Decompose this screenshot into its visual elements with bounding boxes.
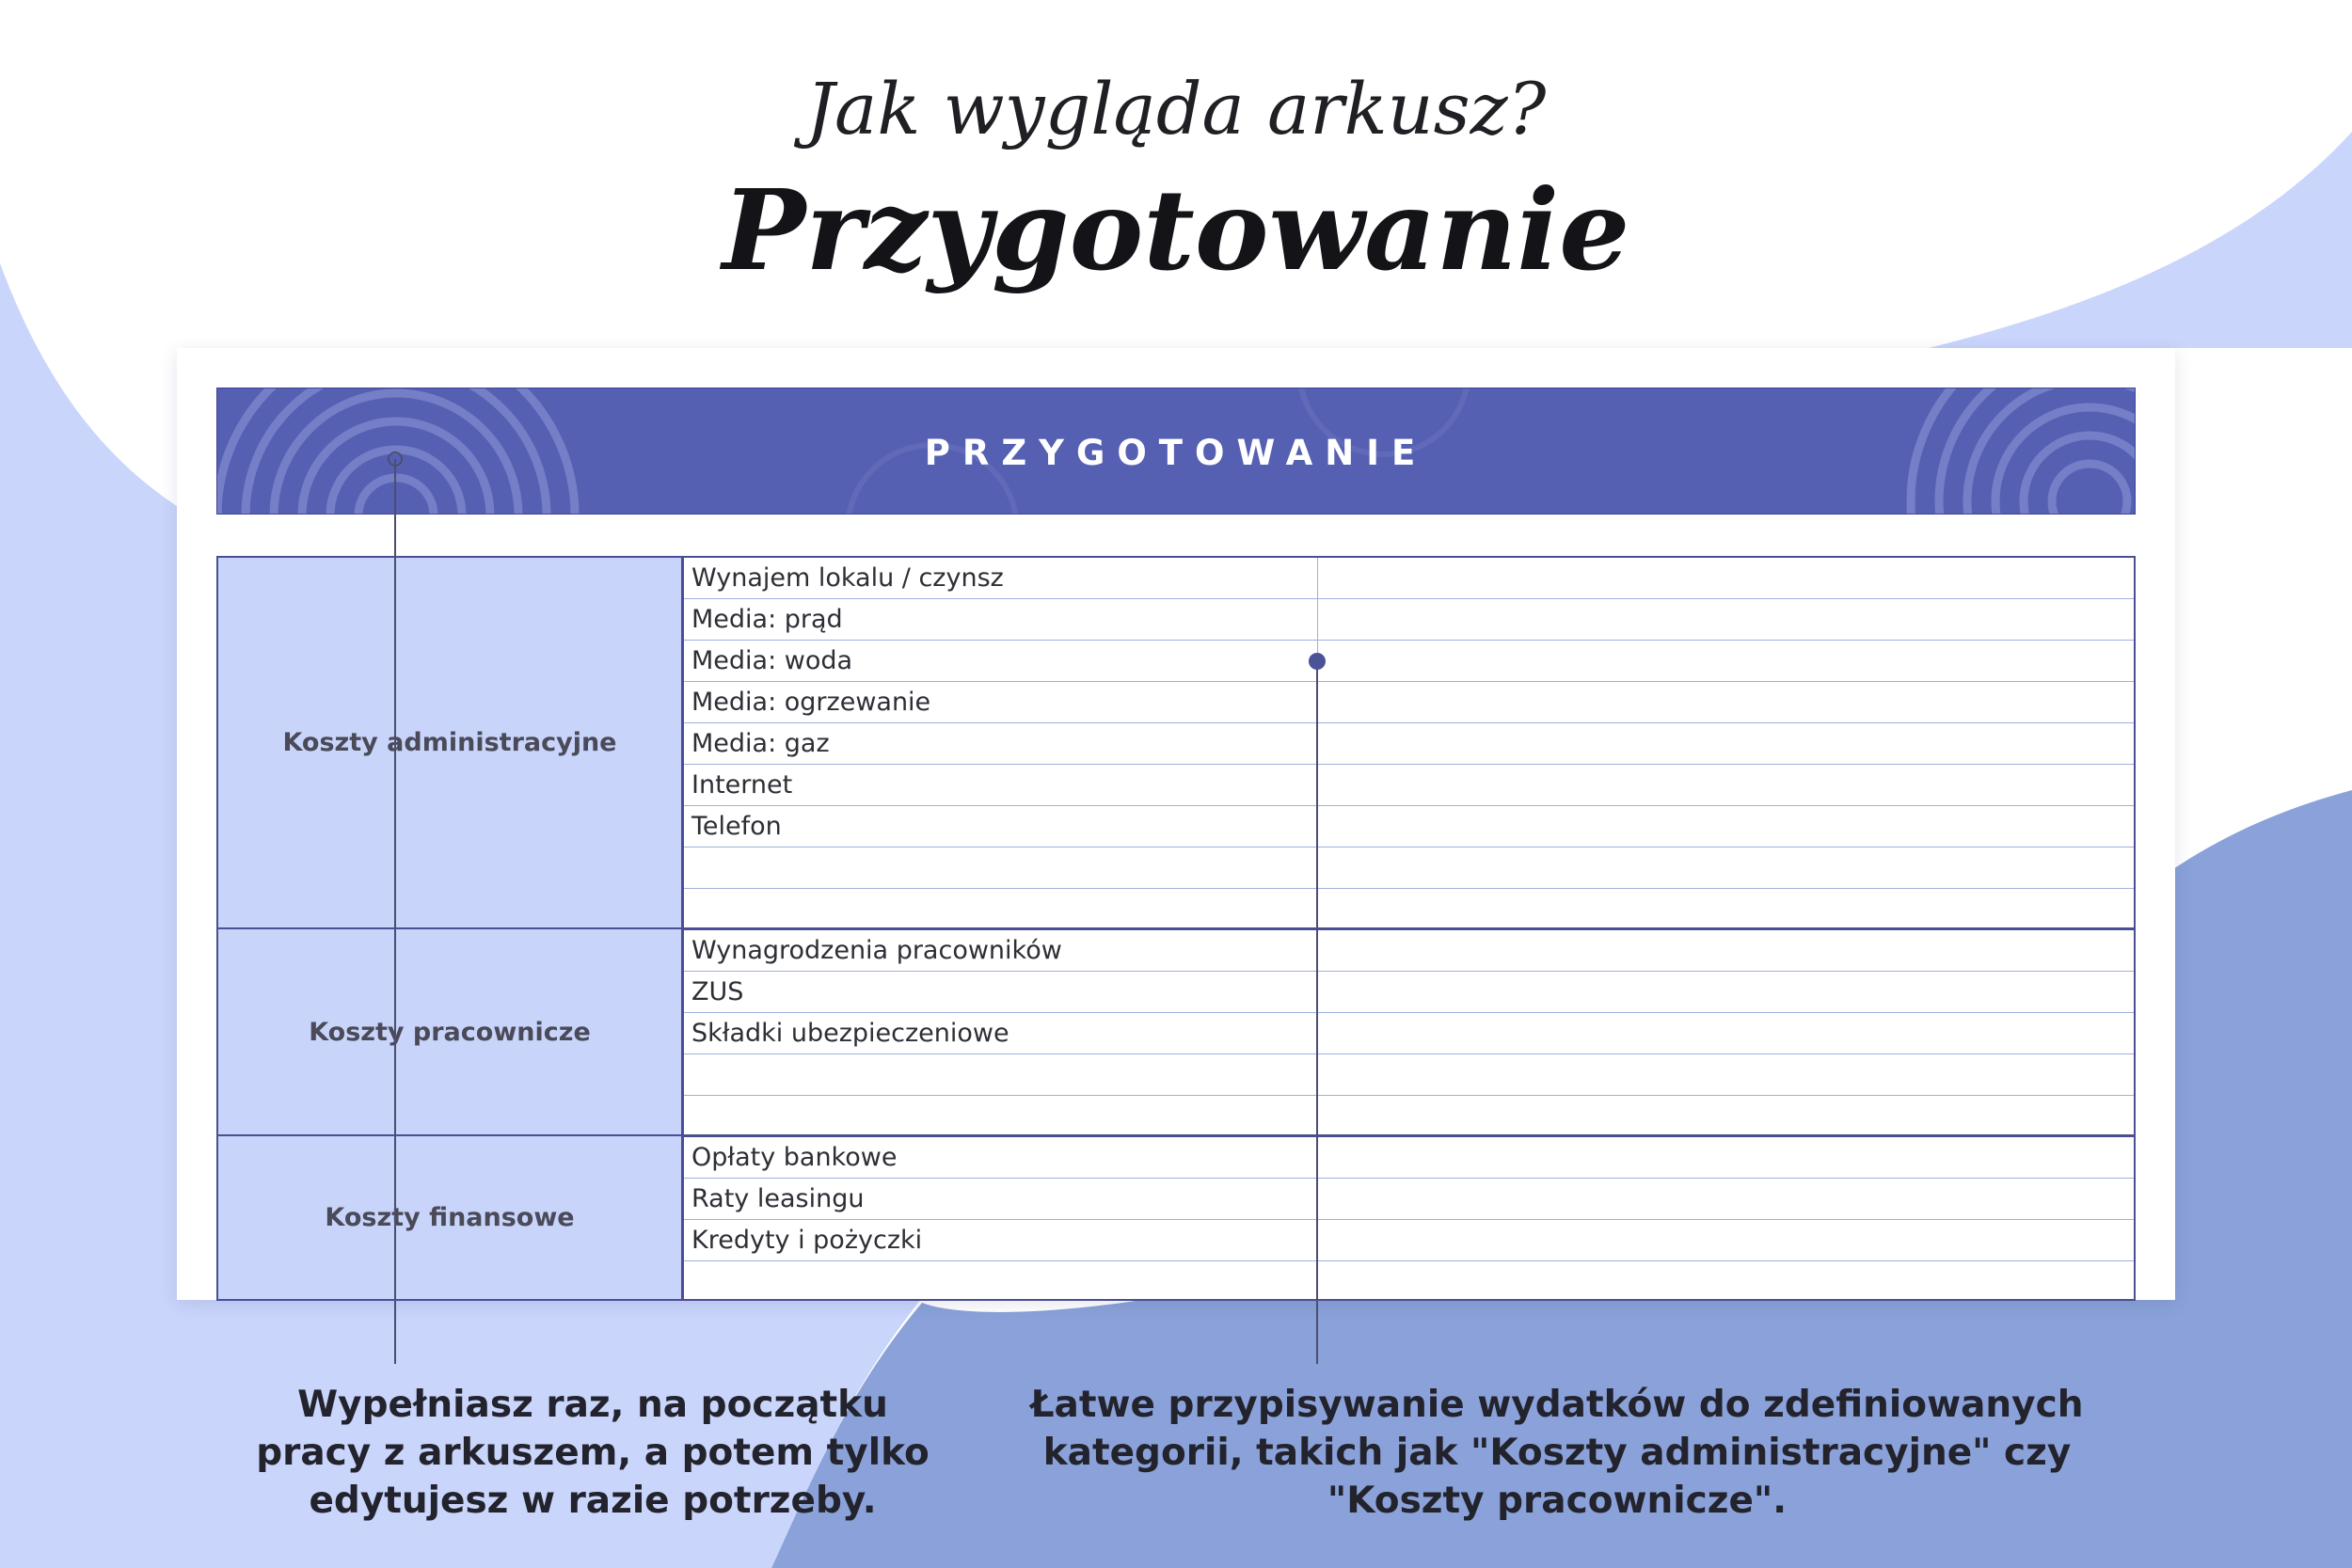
table-row[interactable] — [684, 641, 2134, 682]
table-row[interactable] — [684, 1096, 2134, 1137]
row-label: Raty leasingu — [691, 1184, 865, 1213]
table-row[interactable] — [684, 599, 2134, 641]
table-row[interactable] — [684, 723, 2134, 765]
row-label: Wynajem lokalu / czynsz — [691, 563, 1004, 593]
table-row[interactable] — [684, 558, 2134, 599]
table-row[interactable] — [684, 972, 2134, 1013]
table-row[interactable] — [684, 682, 2134, 723]
row-label: Kredyty i pożyczki — [691, 1226, 923, 1255]
caption-left: Wypełniasz raz, na początku pracy z arkuszem, a potem tylko edytujesz w razie potrzeby. — [256, 1384, 930, 1522]
category-cell[interactable]: Koszty finansowe — [216, 1134, 683, 1301]
row-label: Opłaty bankowe — [691, 1143, 898, 1172]
table-row[interactable] — [684, 806, 2134, 847]
table-row[interactable] — [684, 1013, 2134, 1054]
sheet-banner — [216, 388, 2136, 515]
table-row[interactable] — [684, 1261, 2134, 1303]
banner-title: PRZYGOTOWANIE — [924, 433, 1428, 473]
category-cell[interactable]: Koszty administracyjne — [216, 556, 683, 929]
row-label: Media: prąd — [691, 605, 843, 634]
expense-table — [682, 556, 2136, 1301]
table-row[interactable] — [684, 930, 2134, 972]
row-label: Media: ogrzewanie — [691, 688, 931, 717]
table-row[interactable] — [684, 1220, 2134, 1261]
category-cell[interactable]: Koszty pracownicze — [216, 927, 683, 1136]
row-label: Składki ubezpieczeniowe — [691, 1019, 1009, 1048]
row-label: Telefon — [691, 812, 782, 841]
table-row[interactable] — [684, 889, 2134, 930]
page-subtitle: Jak wygląda arkusz? — [805, 67, 1547, 150]
table-row[interactable] — [684, 1137, 2134, 1179]
caption-right: Łatwe przypisywanie wydatków do zdefiniowanych kategorii, takich jak "Koszty administracyjne" czy "Koszty pracownicze". — [1030, 1384, 2084, 1522]
row-label: ZUS — [691, 977, 744, 1006]
row-label: Media: gaz — [691, 729, 830, 758]
table-row[interactable] — [684, 847, 2134, 889]
table-row[interactable] — [684, 765, 2134, 806]
table-row[interactable] — [684, 1054, 2134, 1096]
row-label: Internet — [691, 770, 793, 800]
page-title: Przygotowanie — [722, 165, 1630, 295]
row-label: Wynagrodzenia pracowników — [691, 936, 1062, 965]
row-label: Media: woda — [691, 646, 853, 675]
table-row[interactable] — [684, 1179, 2134, 1220]
